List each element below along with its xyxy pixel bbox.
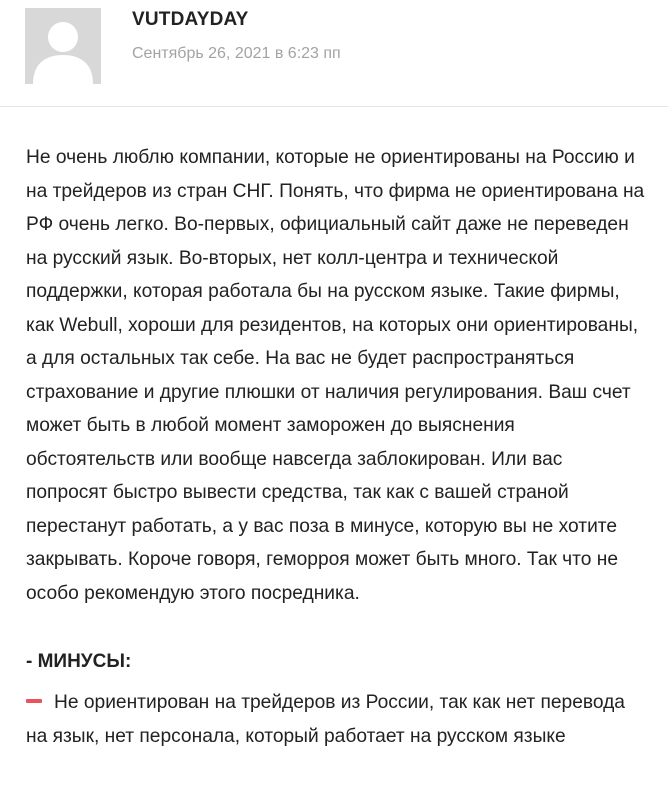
minus-icon (26, 699, 42, 703)
comment-date: Сентябрь 26, 2021 в 6:23 пп (132, 45, 341, 62)
default-user-silhouette-icon (25, 8, 101, 84)
comment-text (26, 141, 646, 610)
avatar (25, 8, 101, 84)
comment-paragraph: Не очень люблю компании, которые не ориентированы на Россию и на трейдеров из стран СНГ. Понять, что фирма не ориентирована на РФ очень легко. Во-первых, официальный сайт даже не переведен на русский язык. Во-вторых, нет колл-центра и технической поддержки, которая работала бы на русском языке. Такие фирмы, как Webull, хороши для резидентов, на которых они ориентированы, а для остальных так себе. На вас не будет распространяться страхование и другие плюшки от наличия регулирования. Ваш счет может быть в любой момент заморожен до выяснения обстоятельств или вообще навсегда заблокирован. Или вас попросят быстро вывести средства, так как с вашей страной перестанут работать, а у вас поза в минусе, которую вы не хотите закрывать. Короче говоря, геморроя может быть много. Так что не особо рекомендую этого посредника. (26, 147, 645, 604)
comment-header (0, 0, 668, 107)
cons-item-text: Не ориентирован на трейдеров из России, так как нет перевода на язык, нет персонала, который работает на русском языке (26, 692, 625, 747)
cons-list-item (26, 686, 646, 753)
comment-author: VUTDAYDAY (132, 9, 249, 30)
cons-heading: - МИНУСЫ: (26, 651, 132, 672)
